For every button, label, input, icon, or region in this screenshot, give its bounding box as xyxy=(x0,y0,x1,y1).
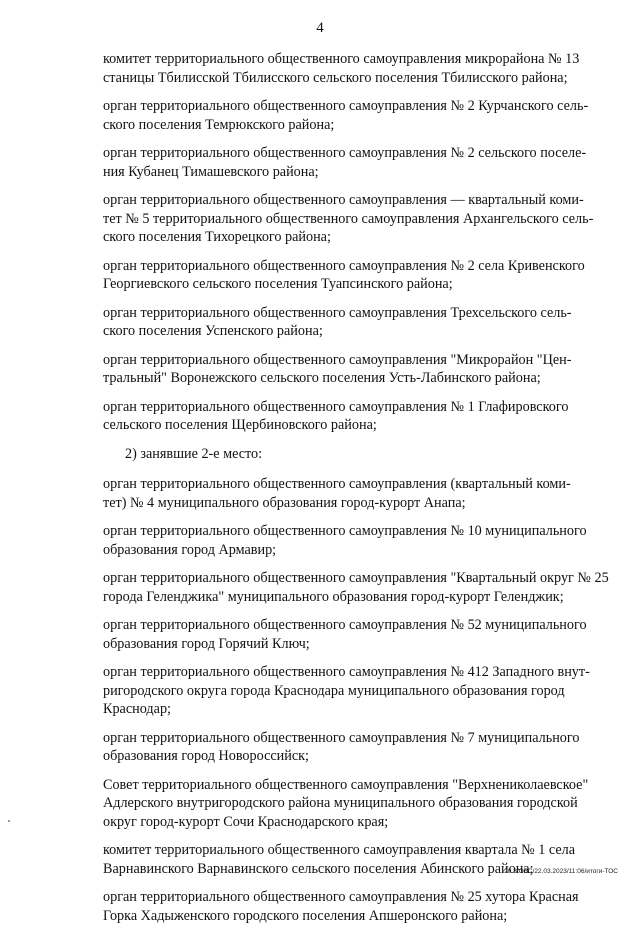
list-item xyxy=(103,257,615,294)
text-line: ригородского округа города Краснодара муниципального образования город xyxy=(103,682,565,699)
text-line: орган территориального общественного самоуправления № 2 сельского поселе- xyxy=(103,145,587,161)
text-line: ния Кубанец Тимашевского района; xyxy=(103,163,319,180)
text-line: орган территориального общественного самоуправления Трехсельского сель- xyxy=(103,304,572,321)
text-line: орган территориального общественного самоуправления № 25 хутора Красная xyxy=(103,889,579,905)
list-item xyxy=(103,97,615,134)
text-line: орган территориального общественного самоуправления (квартальный коми- xyxy=(103,476,571,492)
first-place-list xyxy=(103,50,615,435)
text-line: Горка Хадыженского городского поселения Апшеронского района; xyxy=(103,907,508,924)
list-item xyxy=(103,616,615,653)
text-line: образования город Горячий Ключ; xyxy=(103,635,310,652)
text-line: тральный" Воронежского сельского поселения Усть-Лабинского района; xyxy=(103,370,541,386)
list-item xyxy=(103,351,615,388)
text-line: Совет территориального общественного самоуправления "Верхнениколаевское" xyxy=(103,776,589,793)
document-code: 20.3/ОВС/22.03.2023/11:06/итоги-ТОС xyxy=(504,868,618,875)
text-line: Адлерского внутригородского района муниципального образования городской xyxy=(103,795,578,811)
scan-mark xyxy=(8,820,10,822)
page-number: 4 xyxy=(316,20,324,36)
text-line: образования город Новороссийск; xyxy=(103,748,309,764)
text-line: орган территориального общественного самоуправления № 1 Глафировского xyxy=(103,398,569,415)
text-line: станицы Тбилисской Тбилисского сельского поселения Тбилисского района; xyxy=(103,69,568,86)
text-line: ского поселения Успенского района; xyxy=(103,323,323,339)
list-item xyxy=(103,50,615,87)
text-line: комитет территориального общественного самоуправления квартала № 1 села xyxy=(103,842,576,858)
list-item xyxy=(103,191,615,247)
text-line: Георгиевского сельского поселения Туапсинского района; xyxy=(103,276,453,292)
text-line: города Геленджика" муниципального образования город-курорт Геленджик; xyxy=(103,588,564,605)
text-line: Краснодар; xyxy=(103,701,171,717)
text-line: сельского поселения Щербиновского района; xyxy=(103,417,377,433)
list-item xyxy=(103,144,615,181)
text-line: орган территориального общественного самоуправления № 2 Курчанского сель- xyxy=(103,98,589,114)
list-item xyxy=(103,398,615,435)
list-item xyxy=(103,475,615,512)
list-item xyxy=(103,729,615,766)
text-line: округ город-курорт Сочи Краснодарского края; xyxy=(103,813,389,830)
text-line: ского поселения Тихорецкого района; xyxy=(103,229,331,245)
list-item xyxy=(103,776,615,832)
text-line: орган территориального общественного самоуправления "Квартальный округ № 25 xyxy=(103,570,609,586)
text-line: орган территориального общественного самоуправления — квартальный коми- xyxy=(103,192,584,208)
text-line: тет) № 4 муниципального образования город-курорт Анапа; xyxy=(103,494,466,511)
list-item xyxy=(103,304,615,341)
text-line: комитет территориального общественного самоуправления микрорайона № 13 xyxy=(103,51,580,67)
text-line: Варнавинского Варнавинского сельского поселения Абинского района; xyxy=(103,860,534,877)
text-line: орган территориального общественного самоуправления № 2 села Кривенского xyxy=(103,257,585,274)
list-item xyxy=(103,663,615,719)
text-line: орган территориального общественного самоуправления № 7 муниципального xyxy=(103,729,580,746)
text-line: орган территориального общественного самоуправления № 52 муниципального xyxy=(103,617,587,633)
second-place-list xyxy=(103,475,615,925)
list-item xyxy=(103,888,615,925)
text-line: орган территориального общественного самоуправления № 10 муниципального xyxy=(103,523,587,539)
text-line: ского поселения Темрюкского района; xyxy=(103,116,335,133)
list-item xyxy=(103,522,615,559)
text-line: орган территориального общественного самоуправления № 412 Западного внут- xyxy=(103,664,590,680)
list-item xyxy=(103,569,615,606)
text-line: образования город Армавир; xyxy=(103,541,277,558)
text-line: орган территориального общественного самоуправления "Микрорайон "Цен- xyxy=(103,351,572,368)
text-line: тет № 5 территориального общественного самоуправления Архангельского сель- xyxy=(103,210,594,227)
document-body xyxy=(103,50,615,935)
section-heading: 2) занявшие 2-е место: xyxy=(125,445,263,462)
